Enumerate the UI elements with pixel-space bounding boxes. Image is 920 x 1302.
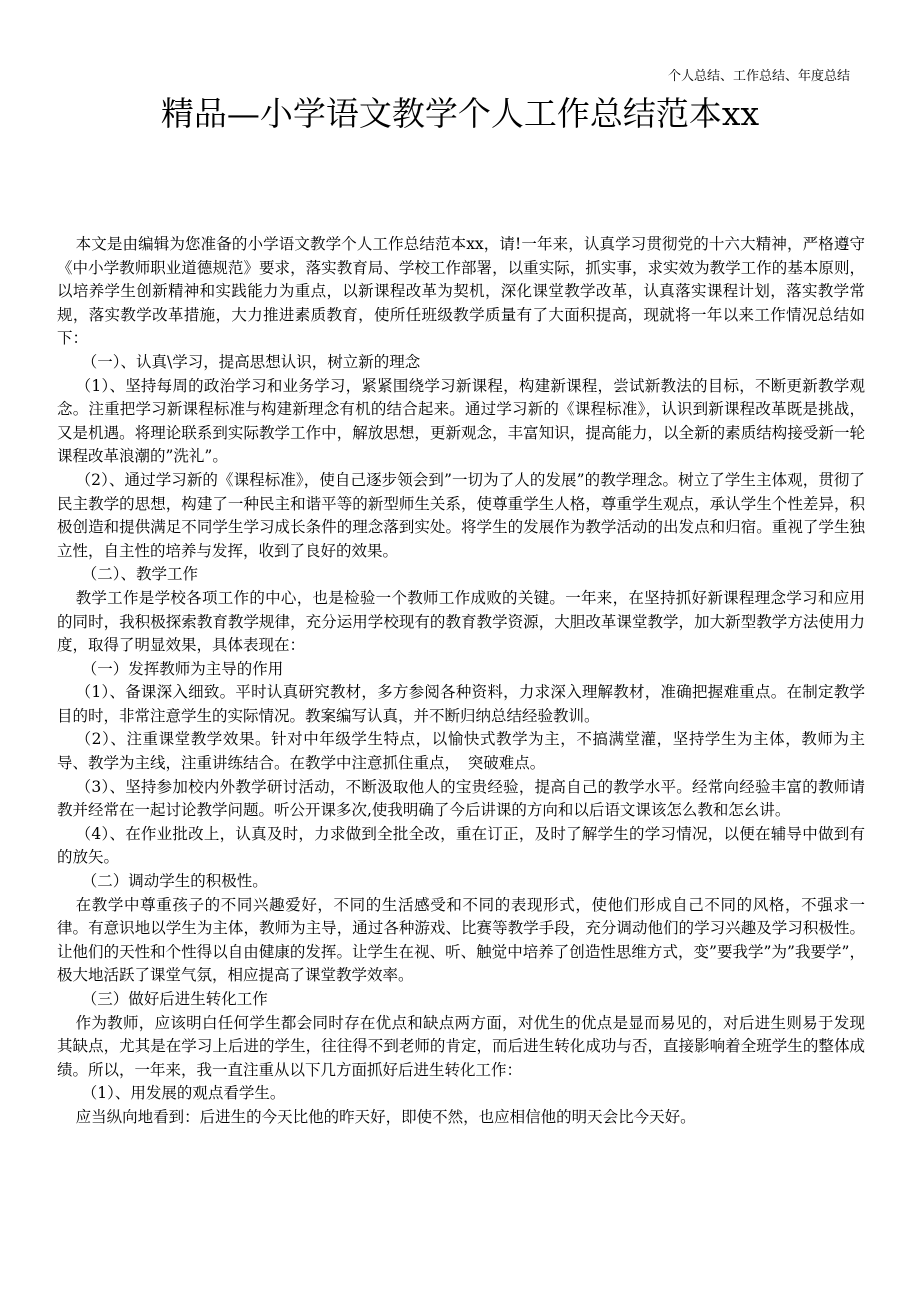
document-body (57, 233, 865, 1130)
document-title: 精品—小学语文教学个人工作总结范本xx (160, 94, 760, 133)
header-note: 个人总结、工作总结、年度总结 (667, 69, 850, 84)
subsection-heading: （三）做好后进生转化工作 (81, 990, 268, 1008)
section-heading: （一）、认真\学习，提高思想认识，树立新的理念 (81, 352, 421, 371)
subsection-heading: （1）、用发展的观点看学生。 (81, 1084, 286, 1103)
subsection-heading: （一）发挥教师为主导的作用 (81, 659, 284, 678)
paragraph: 应当纵向地看到：后进生的今天比他的昨天好，即使不然，也应相信他的明天会比今天好。 (75, 1107, 696, 1126)
paragraph: （3）、坚持参加校内外教学研讨活动，不断汲取他人的宝贵经验，提高自己的教学水平。经常向经验丰富的教师请教并经常在一起讨论教学问题。听公开课多次,使我明确了今后讲课的方向和以后语文课该怎么教和怎幺讲。 (57, 777, 865, 820)
paragraph: 教学工作是学校各项工作的中心，也是检验一个教师工作成败的关键。一年来，在坚持抓好新课程理念学习和应用的同时，我积极探索教育教学规律，充分运用学校现有的教育教学资源，大胆改革课堂教学，加大新型教学方法使用力度，取得了明显效果，具体表现在： (57, 588, 865, 655)
paragraph-intro: 本文是由编辑为您准备的小学语文教学个人工作总结范本xx，请!一年来，认真学习贯彻党的十六大精神，严格遵守《中小学教师职业道德规范》要求，落实教育局、学校工作部署，以重实际，抓实事，求实效为教学工作的基本原则，以培养学生创新精神和实践能力为重点，以新课程改革为契机，深化课堂教学改革，认真落实课程计划，落实教学常规，落实教学改革措施，大力推进素质教育，使所任班级教学质量有了大面积提高，现就将一年以来工作情况总结如下： (57, 235, 865, 348)
paragraph: （2）、注重课堂教学效果。针对中年级学生特点，以愉快式教学为主，不搞满堂灌，坚持学生为主体，教师为主导、教学为主线，注重讲练结合。在教学中注意抓住重点， 突破难点。 (57, 730, 865, 773)
subsection-heading: （二）调动学生的积极性。 (81, 872, 268, 891)
paragraph: （1）、备课深入细致。平时认真研究教材，多方参阅各种资料，力求深入理解教材，准确把握难重点。在制定教学目的时，非常注意学生的实际情况。教案编写认真，并不断归纳总结经验教训。 (57, 683, 865, 725)
paragraph: 在教学中尊重孩子的不同兴趣爱好，不同的生活感受和不同的表现形式，使他们形成自己不同的风格，不强求一律。有意识地以学生为主体，教师为主导，通过各种游戏、比赛等教学手段，充分调动他们的学习兴趣及学习积极性。让他们的天性和个性得以自由健康的发挥。让学生在视、听、触觉中培养了创造性思维方式，变”要我学”为”我要学”，极大地活跃了课堂气氛，相应提高了课堂教学效率。 (57, 895, 865, 985)
section-heading: （二）、教学工作 (81, 565, 199, 584)
paragraph: 作为教师，应该明白任何学生都会同时存在优点和缺点两方面，对优生的优点是显而易见的，对后进生则易于发现其缺点，尤其是在学习上后进的学生，往往得不到老师的肯定，而后进生转化成功与否，直接影响着全班学生的整体成绩。所以，一年来，我一直注重从以下几方面抓好后进生转化工作： (57, 1013, 865, 1079)
paragraph: （4）、在作业批改上，认真及时，力求做到全批全改，重在订正，及时了解学生的学习情况，以便在辅导中做到有的放矢。 (57, 824, 865, 867)
paragraph: （1）、坚持每周的政治学习和业务学习，紧紧围绕学习新课程，构建新课程，尝试新教法的目标，不断更新教学观念。注重把学习新课程标准与构建新理念有机的结合起来。通过学习新的《课程标准》，认识到新课程改革既是挑战，又是机遇。将理论联系到实际教学工作中，解放思想，更新观念，丰富知识，提高能力，以全新的素质结构接受新一轮课程改革浪潮的”洗礼”。 (57, 376, 865, 466)
paragraph: （2）、通过学习新的《课程标准》，使自己逐步领会到”一切为了人的发展”的教学理念。树立了学生主体观，贯彻了民主教学的思想，构建了一种民主和谐平等的新型师生关系，使尊重学生人格，尊重学生观点，承认学生个性差异，积极创造和提供满足不同学生学习成长条件的理念落到实处。将学生的发展作为教学活动的出发点和归宿。重视了学生独立性，自主性的培养与发挥，收到了良好的效果。 (57, 470, 865, 560)
